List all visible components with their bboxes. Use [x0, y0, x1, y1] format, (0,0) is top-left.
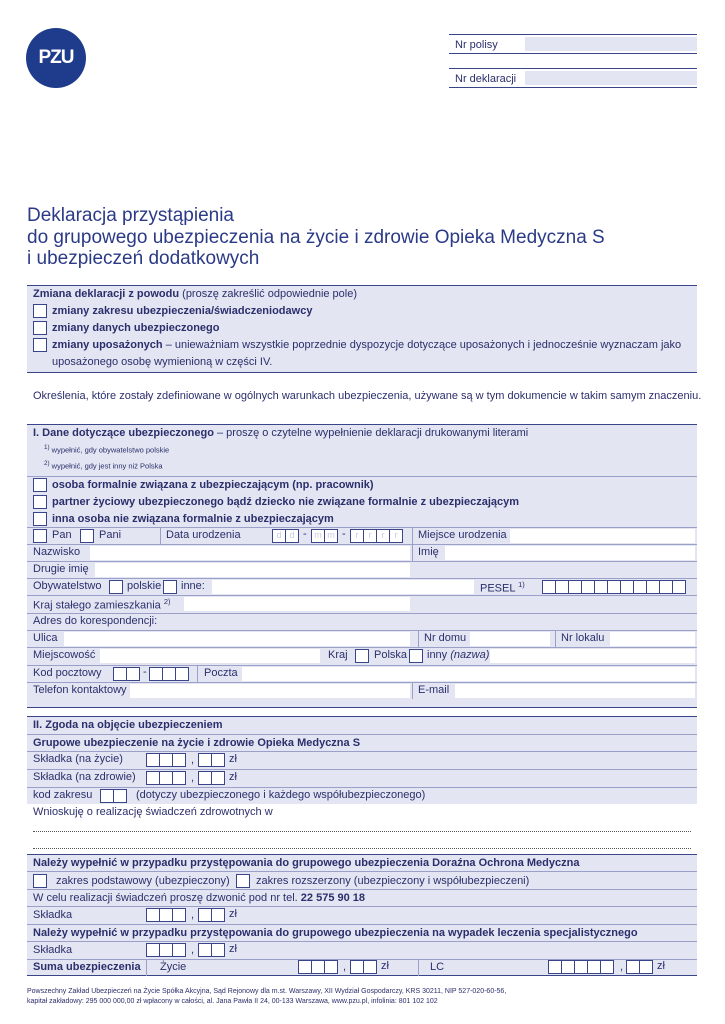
suma-lc-zl-input[interactable]	[548, 960, 613, 974]
nr-lokalu-input[interactable]	[610, 632, 695, 646]
nr-polisy-label: Nr polisy	[455, 39, 498, 51]
inne-checkbox[interactable]	[163, 580, 177, 594]
data-urodzenia-label: Data urodzenia	[166, 529, 241, 541]
rel3-label: inna osoba nie związana formalnie z ubezpieczającym	[52, 513, 334, 525]
skladka-zycie-label: Składka (na życie)	[33, 753, 123, 765]
footnote-1: $^{1)}$ wypełnić, gdy obywatelstwo polskie	[44, 444, 170, 455]
inny-label: inny (nazwa)	[427, 649, 490, 661]
skladka-zdrowie-zl-input[interactable]	[146, 771, 185, 785]
birth-date-input[interactable]: d d	[272, 529, 298, 543]
wnioskuje-label: Wnioskuję o realizację świadczeń zdrowotnych w	[33, 806, 273, 818]
kraj-zamieszkania-input[interactable]	[184, 597, 410, 611]
okreslenia-note: Określenia, które zostały zdefiniowane w ogólnych warunkach ubezpieczenia, używane są w tym dokumencie w takim samym znaczeniu.	[33, 390, 702, 402]
kraj-label: Kraj	[328, 649, 348, 661]
suma-ubezpieczenia-label: Suma ubezpieczenia	[33, 961, 141, 973]
pan-checkbox[interactable]	[33, 529, 47, 543]
pani-label: Pani	[99, 529, 122, 541]
telefon-input[interactable]	[130, 684, 410, 698]
inne-label: inne:	[181, 580, 205, 592]
nazwisko-input[interactable]	[90, 546, 410, 560]
nr-deklaracji-label: Nr deklaracji	[455, 73, 517, 85]
footer: Powszechny Zakład Ubezpieczeń na Życie Spółka Akcyjna, Sąd Rejonowy dla m.st. Warszawy, XII Wydział Gospodarczy, KRS 30211, NIP 527-020-60-56, kapitał zakładowy: 295 000 000,00 zł wpłacony w całości, al. Jana Pawła II 24, 00-133 Warszawa, www.pzu.pl, infolinia: 801 102 102	[27, 988, 507, 1005]
drugie-imie-label: Drugie imię	[33, 563, 89, 575]
zmiana-opt2-checkbox[interactable]	[33, 321, 47, 335]
skladka-dorazna-gr-input[interactable]	[198, 908, 224, 922]
zakres-rozszerzony-checkbox[interactable]	[236, 874, 250, 888]
telefon-label: Telefon kontaktowy	[33, 684, 127, 696]
kod-zakresu-label: kod zakresu	[33, 789, 93, 801]
inne-input[interactable]	[212, 580, 474, 594]
nr-deklaracji-field[interactable]	[449, 68, 697, 88]
inny-checkbox[interactable]	[409, 649, 423, 663]
pani-checkbox[interactable]	[80, 529, 94, 543]
miejscowosc-input[interactable]	[100, 649, 320, 663]
obywatelstwo-label: Obywatelstwo	[33, 580, 102, 592]
dorazna-heading: Należy wypełnić w przypadku przystępowania do grupowego ubezpieczenia Doraźna Ochrona Medyczna	[33, 857, 580, 869]
skladka-dorazna-label: Składka	[33, 909, 73, 921]
skladka-leczenie-zl-input[interactable]	[146, 943, 185, 957]
pesel-input[interactable]	[542, 580, 685, 594]
rel1-label: osoba formalnie związana z ubezpieczającym (np. pracownik)	[52, 479, 374, 491]
poczta-input[interactable]	[242, 667, 695, 681]
birth-month-input[interactable]: m m	[311, 529, 337, 543]
zmiana-opt1-checkbox[interactable]	[33, 304, 47, 318]
imie-label: Imię	[418, 546, 439, 558]
email-input[interactable]	[455, 684, 695, 698]
polska-label: Polska	[374, 649, 408, 661]
section-1-heading: I. Dane dotyczące ubezpieczonego – proszę o czytelne wypełnienie deklaracji drukowanymi literami	[33, 427, 529, 439]
kod-pocztowy-input-2[interactable]	[149, 667, 188, 681]
kod-zakresu-opis: (dotyczy ubezpieczonego i każdego współubezpieczonego)	[136, 789, 426, 801]
zmiana-opt2-label: zmiany danych ubezpieczonego	[52, 322, 220, 334]
ulica-label: Ulica	[33, 632, 58, 644]
skladka-leczenie-label: Składka	[33, 944, 73, 956]
nr-domu-input[interactable]	[470, 632, 550, 646]
skladka-zycie-gr-input[interactable]	[198, 753, 224, 767]
nr-polisy-field[interactable]	[449, 34, 697, 54]
leczenie-heading: Należy wypełnić w przypadku przystępowania do grupowego ubezpieczenia na wypadek leczenia specjalistycznego	[33, 927, 638, 939]
suma-zycie-label: Życie	[160, 961, 187, 973]
rel3-checkbox[interactable]	[33, 512, 47, 526]
rel2-checkbox[interactable]	[33, 495, 47, 509]
footnote-2: $^{2)}$ wypełnić, gdy jest inny niż Polska	[44, 460, 163, 471]
wnioskuje-line-2[interactable]	[33, 848, 691, 849]
skladka-leczenie-gr-input[interactable]	[198, 943, 224, 957]
kod-pocztowy-label: Kod pocztowy	[33, 667, 102, 679]
ulica-input[interactable]	[64, 632, 410, 646]
nr-domu-label: Nr domu	[424, 632, 467, 644]
wnioskuje-line-1[interactable]	[33, 831, 691, 832]
email-label: E-mail	[418, 684, 450, 696]
miejsce-urodzenia-input[interactable]	[510, 529, 695, 543]
polskie-checkbox[interactable]	[109, 580, 123, 594]
drugie-imie-input[interactable]	[95, 563, 410, 577]
zakres-podstawowy-label: zakres podstawowy (ubezpieczony)	[56, 875, 230, 887]
polskie-label: polskie	[127, 580, 162, 592]
zmiana-opt3-label-line2: uposażonego osobę wymienioną w części IV.	[52, 356, 273, 368]
skladka-zdrowie-gr-input[interactable]	[198, 771, 224, 785]
pesel-label: PESEL $^{1)}$	[480, 580, 525, 595]
miejsce-urodzenia-label: Miejsce urodzenia	[418, 529, 507, 541]
zmiana-opt3-checkbox[interactable]	[33, 338, 47, 352]
nr-lokalu-label: Nr lokalu	[561, 632, 605, 644]
zmiana-opt1-label: zmiany zakresu ubezpieczenia/świadczeniodawcy	[52, 305, 313, 317]
kod-pocztowy-input-1[interactable]	[113, 667, 139, 681]
polska-checkbox[interactable]	[355, 649, 369, 663]
suma-lc-gr-input[interactable]	[626, 960, 652, 974]
zakres-podstawowy-checkbox[interactable]	[33, 874, 47, 888]
birth-year-input[interactable]: r r r r	[350, 529, 402, 543]
rel1-checkbox[interactable]	[33, 478, 47, 492]
w-celu-realizacji: W celu realizacji świadczeń proszę dzwonić pod nr tel. 22 575 90 18	[33, 892, 366, 904]
skladka-dorazna-zl-input[interactable]	[146, 908, 185, 922]
skladka-zycie-zl-input[interactable]	[146, 753, 185, 767]
suma-lc-label: LC	[430, 961, 445, 973]
nazwisko-label: Nazwisko	[33, 546, 81, 558]
imie-input[interactable]	[445, 546, 695, 560]
pzu-logo: PZU	[26, 28, 86, 88]
suma-zycie-gr-input[interactable]	[350, 960, 376, 974]
adres-korespondencji-label: Adres do korespondencji:	[33, 615, 158, 627]
section-2-heading: II. Zgoda na objęcie ubezpieczeniem	[33, 719, 223, 731]
page-title: Deklaracja przystąpienia do grupowego ubezpieczenia na życie i zdrowie Opieka Medyczna S i ubezpieczeń dodatkowych	[27, 205, 605, 269]
poczta-label: Poczta	[204, 667, 238, 679]
miejscowosc-label: Miejscowość	[33, 649, 96, 661]
grupowe-heading: Grupowe ubezpieczenie na życie i zdrowie Opieka Medyczna S	[33, 737, 361, 749]
pan-label: Pan	[52, 529, 72, 541]
skladka-zdrowie-label: Składka (na zdrowie)	[33, 771, 136, 783]
zmiana-heading: Zmiana deklaracji z powodu (proszę zakreślić odpowiednie pole)	[33, 288, 358, 300]
suma-zycie-zl-input[interactable]	[298, 960, 337, 974]
kod-zakresu-input[interactable]	[100, 789, 126, 803]
inny-kraj-input[interactable]	[490, 649, 695, 663]
zmiana-opt3-label: zmiany uposażonych – unieważniam wszystkie poprzednie dyspozycje dotyczące uposażonych i jednocześnie wyznaczam jako	[52, 339, 682, 351]
rel2-label: partner życiowy ubezpieczonego bądź dziecko nie związane formalnie z ubezpieczającym	[52, 496, 520, 508]
zakres-rozszerzony-label: zakres rozszerzony (ubezpieczony i współubezpieczeni)	[256, 875, 530, 887]
kraj-zamieszkania-label: Kraj stałego zamieszkania $^{2)}$	[33, 597, 171, 612]
